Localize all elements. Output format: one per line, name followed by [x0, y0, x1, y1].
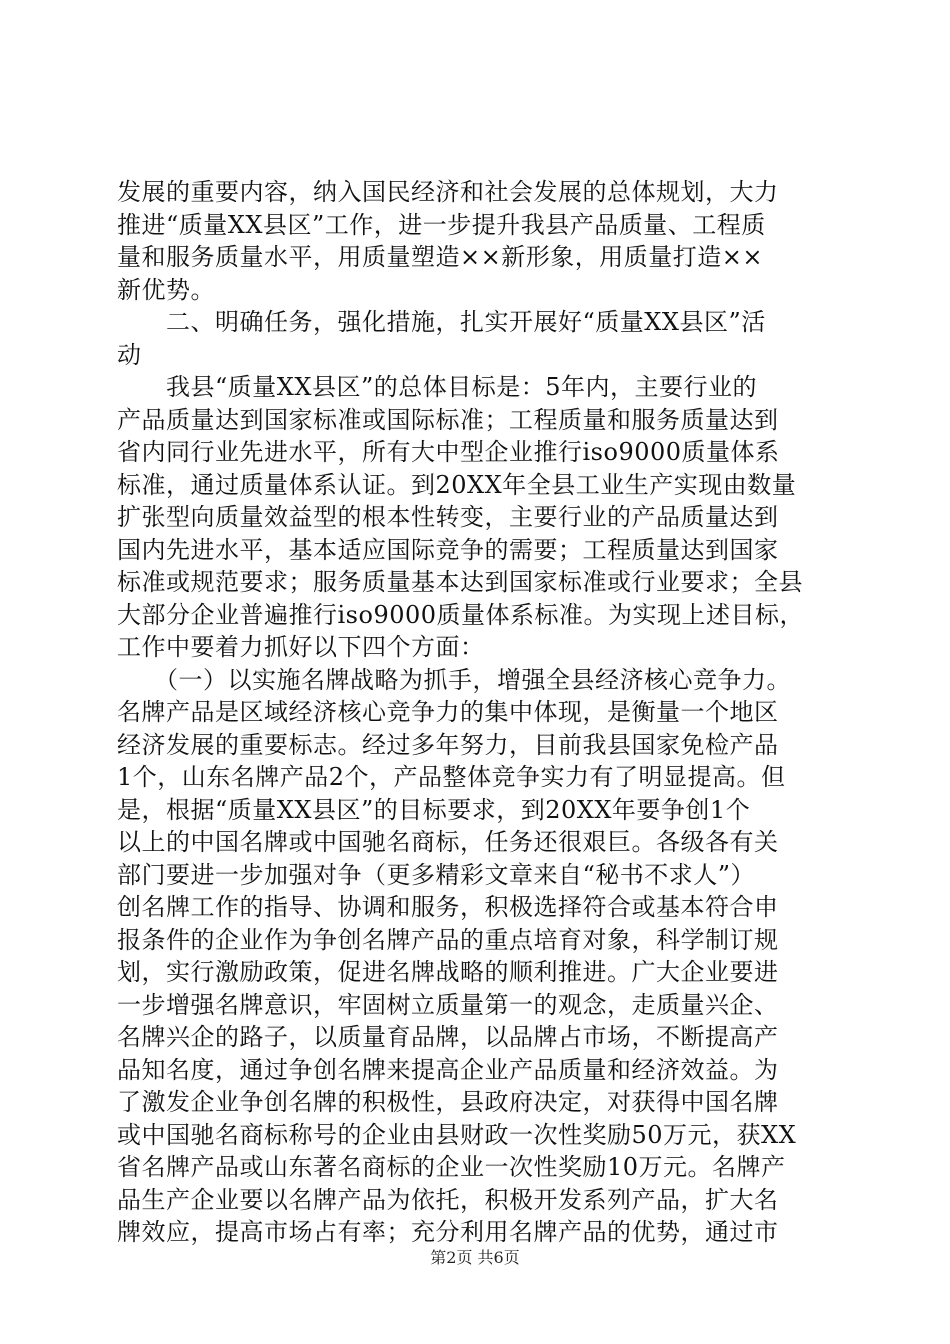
- text-line: 二、明确任务，强化措施，扎实开展好“质量XX县区”活: [117, 308, 766, 336]
- text-line: 一步增强名牌意识，牢固树立质量第一的观念，走质量兴企、: [117, 990, 779, 1019]
- text-line: 是，根据“质量XX县区”的目标要求，到20XX年要争创1个: [117, 795, 751, 824]
- text-line: 扩张型向质量效益型的根本性转变，主要行业的产品质量达到: [117, 503, 779, 531]
- text-line: 推进“质量XX县区”工作，进一步提升我县产品质量、工程质: [117, 210, 766, 239]
- text-line: 报条件的企业作为争创名牌产品的重点培育对象，科学制订规: [117, 925, 779, 954]
- text-line: 国内先进水平，基本适应国际竞争的需要；工程质量达到国家: [117, 535, 779, 564]
- text-line: 大部分企业普遍推行iso9000质量体系标准。为实现上述目标，: [117, 600, 805, 629]
- text-line: 新优势。: [117, 275, 215, 304]
- text-line: 名牌产品是区域经济核心竞争力的集中体现，是衡量一个地区: [117, 698, 779, 726]
- text-line: 品生产企业要以名牌产品为依托，积极开发系列产品，扩大名: [117, 1185, 779, 1214]
- text-line: 量和服务质量水平，用质量塑造××新形象，用质量打造××: [117, 243, 763, 271]
- text-line: 划，实行激励政策，促进名牌战略的顺利推进。广大企业要进: [117, 958, 779, 986]
- text-line: 省内同行业先进水平，所有大中型企业推行iso9000质量体系: [117, 438, 780, 466]
- text-line: 1个，山东名牌产品2个，产品整体竞争实力有了明显提高。但: [117, 763, 786, 791]
- text-line: 牌效应，提高市场占有率；充分利用名牌产品的优势，通过市: [117, 1218, 779, 1246]
- text-line: 标准，通过质量体系认证。到20XX年全县工业生产实现由数量: [117, 470, 797, 499]
- text-line: 经济发展的重要标志。经过多年努力，目前我县国家免检产品: [117, 730, 779, 759]
- text-line: 工作中要着力抓好以下四个方面：: [117, 633, 485, 661]
- text-line: 标准或规范要求；服务质量基本达到国家标准或行业要求；全县: [117, 568, 803, 596]
- page-footer: 第2页 共6页: [430, 1248, 520, 1267]
- text-line: （一）以实施名牌战略为抓手，增强全县经济核心竞争力。: [117, 665, 791, 694]
- text-line: 产品质量达到国家标准或国际标准；工程质量和服务质量达到: [117, 405, 779, 434]
- text-line: 名牌兴企的路子，以质量育品牌，以品牌占市场，不断提高产: [117, 1023, 779, 1051]
- text-line: 了激发企业争创名牌的积极性，县政府决定，对获得中国名牌: [117, 1088, 779, 1116]
- text-line: 省名牌产品或山东著名商标的企业一次性奖励10万元。名牌产: [117, 1153, 786, 1181]
- document-body: [117, 176, 837, 1249]
- text-line: 或中国驰名商标称号的企业由县财政一次性奖励50万元，获XX: [117, 1120, 797, 1149]
- text-line: 品知名度，通过争创名牌来提高企业产品质量和经济效益。为: [117, 1055, 779, 1084]
- text-line: 以上的中国名牌或中国驰名商标，任务还很艰巨。各级各有关: [117, 828, 779, 856]
- text-line: 创名牌工作的指导、协调和服务，积极选择符合或基本符合申: [117, 893, 779, 921]
- text-line: 动: [117, 340, 142, 369]
- text-line: 发展的重要内容，纳入国民经济和社会发展的总体规划，大力: [117, 178, 779, 206]
- text-line: 我县“质量XX县区”的总体目标是：5年内，主要行业的: [117, 373, 757, 401]
- text-line: 部门要进一步加强对争（更多精彩文章来自“秘书不求人”）: [117, 860, 756, 889]
